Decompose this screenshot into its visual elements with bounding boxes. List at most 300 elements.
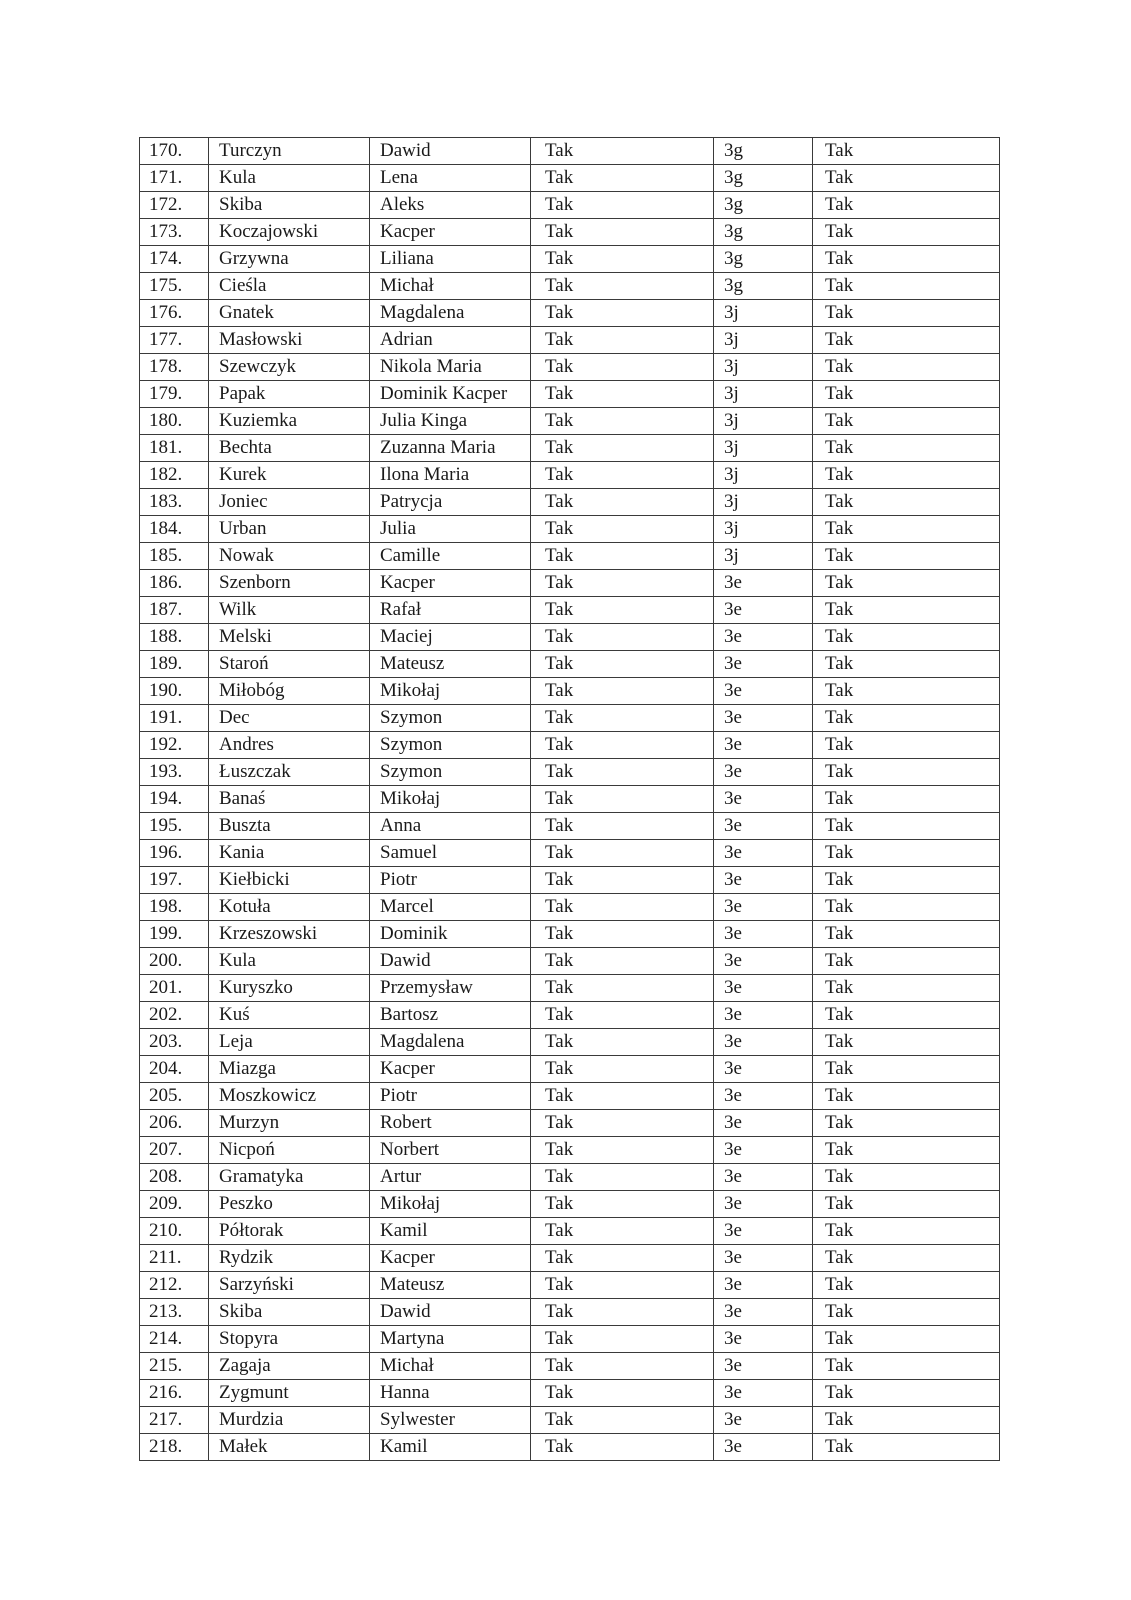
last-name-cell: Moszkowicz [209, 1083, 370, 1110]
table-row [140, 516, 1000, 543]
first-name-cell: Nikola Maria [370, 354, 531, 381]
table-row [140, 1110, 1000, 1137]
table-row [140, 1326, 1000, 1353]
first-name-cell: Kamil [370, 1434, 531, 1461]
last-name-cell: Kuś [209, 1002, 370, 1029]
first-name-cell: Dawid [370, 138, 531, 165]
first-name-cell: Anna [370, 813, 531, 840]
consent-1-cell: Tak [531, 246, 714, 273]
table-row [140, 894, 1000, 921]
table-row [140, 1380, 1000, 1407]
last-name-cell: Krzeszowski [209, 921, 370, 948]
consent-2-cell: Tak [813, 435, 1000, 462]
last-name-cell: Miazga [209, 1056, 370, 1083]
row-number-cell: 205. [140, 1083, 209, 1110]
last-name-cell: Kania [209, 840, 370, 867]
class-name-cell: 3j [714, 408, 813, 435]
consent-1-cell: Tak [531, 1353, 714, 1380]
consent-2-cell: Tak [813, 975, 1000, 1002]
consent-2-cell: Tak [813, 921, 1000, 948]
class-name-cell: 3e [714, 1272, 813, 1299]
first-name-cell: Martyna [370, 1326, 531, 1353]
consent-1-cell: Tak [531, 516, 714, 543]
consent-1-cell: Tak [531, 651, 714, 678]
consent-1-cell: Tak [531, 1272, 714, 1299]
class-name-cell: 3g [714, 219, 813, 246]
last-name-cell: Zagaja [209, 1353, 370, 1380]
consent-1-cell: Tak [531, 327, 714, 354]
consent-1-cell: Tak [531, 1083, 714, 1110]
row-number-cell: 213. [140, 1299, 209, 1326]
table-row [140, 624, 1000, 651]
consent-1-cell: Tak [531, 705, 714, 732]
consent-1-cell: Tak [531, 1110, 714, 1137]
row-number-cell: 175. [140, 273, 209, 300]
class-name-cell: 3j [714, 489, 813, 516]
row-number-cell: 187. [140, 597, 209, 624]
table-body [140, 138, 1000, 1461]
table-row [140, 705, 1000, 732]
consent-2-cell: Tak [813, 894, 1000, 921]
last-name-cell: Murdzia [209, 1407, 370, 1434]
consent-1-cell: Tak [531, 759, 714, 786]
table-row [140, 354, 1000, 381]
last-name-cell: Buszta [209, 813, 370, 840]
last-name-cell: Melski [209, 624, 370, 651]
consent-1-cell: Tak [531, 1056, 714, 1083]
table-row [140, 1353, 1000, 1380]
table-row [140, 1191, 1000, 1218]
table-row [140, 1299, 1000, 1326]
table-row [140, 273, 1000, 300]
consent-2-cell: Tak [813, 246, 1000, 273]
table-row [140, 1083, 1000, 1110]
last-name-cell: Staroń [209, 651, 370, 678]
class-name-cell: 3j [714, 543, 813, 570]
first-name-cell: Lena [370, 165, 531, 192]
table-row [140, 381, 1000, 408]
class-name-cell: 3j [714, 462, 813, 489]
first-name-cell: Marcel [370, 894, 531, 921]
consent-1-cell: Tak [531, 1218, 714, 1245]
last-name-cell: Łuszczak [209, 759, 370, 786]
class-name-cell: 3g [714, 192, 813, 219]
row-number-cell: 191. [140, 705, 209, 732]
consent-2-cell: Tak [813, 516, 1000, 543]
first-name-cell: Ilona Maria [370, 462, 531, 489]
table-row [140, 570, 1000, 597]
consent-1-cell: Tak [531, 381, 714, 408]
consent-1-cell: Tak [531, 138, 714, 165]
consent-2-cell: Tak [813, 1002, 1000, 1029]
consent-2-cell: Tak [813, 1353, 1000, 1380]
class-name-cell: 3g [714, 273, 813, 300]
last-name-cell: Gramatyka [209, 1164, 370, 1191]
first-name-cell: Bartosz [370, 1002, 531, 1029]
table-row [140, 732, 1000, 759]
row-number-cell: 195. [140, 813, 209, 840]
consent-2-cell: Tak [813, 732, 1000, 759]
consent-1-cell: Tak [531, 948, 714, 975]
row-number-cell: 200. [140, 948, 209, 975]
consent-1-cell: Tak [531, 1434, 714, 1461]
last-name-cell: Małek [209, 1434, 370, 1461]
last-name-cell: Zygmunt [209, 1380, 370, 1407]
consent-2-cell: Tak [813, 705, 1000, 732]
last-name-cell: Skiba [209, 1299, 370, 1326]
consent-1-cell: Tak [531, 1191, 714, 1218]
table-row [140, 1164, 1000, 1191]
row-number-cell: 174. [140, 246, 209, 273]
class-name-cell: 3e [714, 975, 813, 1002]
first-name-cell: Sylwester [370, 1407, 531, 1434]
consent-2-cell: Tak [813, 273, 1000, 300]
first-name-cell: Kacper [370, 219, 531, 246]
table-row [140, 867, 1000, 894]
class-name-cell: 3e [714, 1353, 813, 1380]
first-name-cell: Magdalena [370, 300, 531, 327]
class-name-cell: 3e [714, 1326, 813, 1353]
consent-1-cell: Tak [531, 1407, 714, 1434]
consent-2-cell: Tak [813, 840, 1000, 867]
class-name-cell: 3j [714, 381, 813, 408]
consent-2-cell: Tak [813, 1110, 1000, 1137]
consent-2-cell: Tak [813, 1299, 1000, 1326]
consent-1-cell: Tak [531, 813, 714, 840]
class-name-cell: 3e [714, 597, 813, 624]
last-name-cell: Dec [209, 705, 370, 732]
table-row [140, 651, 1000, 678]
consent-2-cell: Tak [813, 1137, 1000, 1164]
last-name-cell: Turczyn [209, 138, 370, 165]
table-row [140, 813, 1000, 840]
class-name-cell: 3j [714, 516, 813, 543]
consent-1-cell: Tak [531, 408, 714, 435]
row-number-cell: 179. [140, 381, 209, 408]
consent-1-cell: Tak [531, 354, 714, 381]
last-name-cell: Kiełbicki [209, 867, 370, 894]
row-number-cell: 188. [140, 624, 209, 651]
consent-2-cell: Tak [813, 354, 1000, 381]
first-name-cell: Dawid [370, 1299, 531, 1326]
last-name-cell: Kula [209, 165, 370, 192]
first-name-cell: Norbert [370, 1137, 531, 1164]
first-name-cell: Magdalena [370, 1029, 531, 1056]
class-name-cell: 3e [714, 759, 813, 786]
consent-1-cell: Tak [531, 435, 714, 462]
class-name-cell: 3e [714, 1191, 813, 1218]
consent-2-cell: Tak [813, 597, 1000, 624]
last-name-cell: Peszko [209, 1191, 370, 1218]
consent-1-cell: Tak [531, 570, 714, 597]
table-row [140, 327, 1000, 354]
table-row [140, 1434, 1000, 1461]
class-name-cell: 3e [714, 1245, 813, 1272]
first-name-cell: Julia Kinga [370, 408, 531, 435]
class-name-cell: 3g [714, 246, 813, 273]
consent-1-cell: Tak [531, 894, 714, 921]
row-number-cell: 171. [140, 165, 209, 192]
first-name-cell: Michał [370, 1353, 531, 1380]
first-name-cell: Samuel [370, 840, 531, 867]
first-name-cell: Robert [370, 1110, 531, 1137]
table-row [140, 840, 1000, 867]
consent-1-cell: Tak [531, 1164, 714, 1191]
table-row [140, 759, 1000, 786]
class-name-cell: 3e [714, 1434, 813, 1461]
consent-2-cell: Tak [813, 165, 1000, 192]
first-name-cell: Hanna [370, 1380, 531, 1407]
first-name-cell: Dawid [370, 948, 531, 975]
first-name-cell: Szymon [370, 759, 531, 786]
row-number-cell: 215. [140, 1353, 209, 1380]
table-row [140, 138, 1000, 165]
class-name-cell: 3j [714, 327, 813, 354]
table-row [140, 192, 1000, 219]
last-name-cell: Andres [209, 732, 370, 759]
consent-1-cell: Tak [531, 597, 714, 624]
last-name-cell: Wilk [209, 597, 370, 624]
consent-1-cell: Tak [531, 975, 714, 1002]
table-row [140, 408, 1000, 435]
table-row [140, 786, 1000, 813]
table-row [140, 1029, 1000, 1056]
consent-2-cell: Tak [813, 1326, 1000, 1353]
consent-1-cell: Tak [531, 1299, 714, 1326]
consent-1-cell: Tak [531, 543, 714, 570]
table-row [140, 300, 1000, 327]
table-row [140, 597, 1000, 624]
last-name-cell: Kurek [209, 462, 370, 489]
row-number-cell: 206. [140, 1110, 209, 1137]
consent-2-cell: Tak [813, 1056, 1000, 1083]
table-row [140, 1137, 1000, 1164]
last-name-cell: Koczajowski [209, 219, 370, 246]
last-name-cell: Szewczyk [209, 354, 370, 381]
first-name-cell: Mikołaj [370, 678, 531, 705]
row-number-cell: 197. [140, 867, 209, 894]
table-row [140, 219, 1000, 246]
row-number-cell: 193. [140, 759, 209, 786]
consent-2-cell: Tak [813, 1407, 1000, 1434]
consent-1-cell: Tak [531, 1137, 714, 1164]
first-name-cell: Szymon [370, 732, 531, 759]
class-name-cell: 3g [714, 138, 813, 165]
last-name-cell: Bechta [209, 435, 370, 462]
first-name-cell: Kacper [370, 1056, 531, 1083]
first-name-cell: Kacper [370, 570, 531, 597]
last-name-cell: Gnatek [209, 300, 370, 327]
consent-1-cell: Tak [531, 489, 714, 516]
row-number-cell: 217. [140, 1407, 209, 1434]
last-name-cell: Papak [209, 381, 370, 408]
consent-1-cell: Tak [531, 1002, 714, 1029]
student-list-table [139, 137, 1000, 1461]
class-name-cell: 3e [714, 1002, 813, 1029]
consent-2-cell: Tak [813, 1380, 1000, 1407]
consent-2-cell: Tak [813, 138, 1000, 165]
first-name-cell: Liliana [370, 246, 531, 273]
row-number-cell: 209. [140, 1191, 209, 1218]
row-number-cell: 189. [140, 651, 209, 678]
last-name-cell: Stopyra [209, 1326, 370, 1353]
consent-2-cell: Tak [813, 1191, 1000, 1218]
last-name-cell: Leja [209, 1029, 370, 1056]
row-number-cell: 172. [140, 192, 209, 219]
first-name-cell: Michał [370, 273, 531, 300]
last-name-cell: Urban [209, 516, 370, 543]
class-name-cell: 3e [714, 1083, 813, 1110]
last-name-cell: Cieśla [209, 273, 370, 300]
table-row [140, 246, 1000, 273]
table-row [140, 543, 1000, 570]
first-name-cell: Piotr [370, 867, 531, 894]
consent-2-cell: Tak [813, 813, 1000, 840]
last-name-cell: Grzywna [209, 246, 370, 273]
first-name-cell: Patrycja [370, 489, 531, 516]
consent-2-cell: Tak [813, 651, 1000, 678]
table-row [140, 1056, 1000, 1083]
row-number-cell: 196. [140, 840, 209, 867]
class-name-cell: 3e [714, 570, 813, 597]
last-name-cell: Kuziemka [209, 408, 370, 435]
row-number-cell: 214. [140, 1326, 209, 1353]
last-name-cell: Kuryszko [209, 975, 370, 1002]
class-name-cell: 3e [714, 813, 813, 840]
class-name-cell: 3e [714, 1380, 813, 1407]
class-name-cell: 3e [714, 867, 813, 894]
table-row [140, 462, 1000, 489]
class-name-cell: 3e [714, 1164, 813, 1191]
class-name-cell: 3e [714, 948, 813, 975]
class-name-cell: 3j [714, 354, 813, 381]
consent-2-cell: Tak [813, 489, 1000, 516]
row-number-cell: 203. [140, 1029, 209, 1056]
table-row [140, 948, 1000, 975]
table-row [140, 678, 1000, 705]
first-name-cell: Kacper [370, 1245, 531, 1272]
consent-1-cell: Tak [531, 300, 714, 327]
row-number-cell: 176. [140, 300, 209, 327]
first-name-cell: Aleks [370, 192, 531, 219]
first-name-cell: Piotr [370, 1083, 531, 1110]
row-number-cell: 199. [140, 921, 209, 948]
consent-1-cell: Tak [531, 732, 714, 759]
first-name-cell: Szymon [370, 705, 531, 732]
last-name-cell: Rydzik [209, 1245, 370, 1272]
row-number-cell: 185. [140, 543, 209, 570]
consent-2-cell: Tak [813, 219, 1000, 246]
last-name-cell: Szenborn [209, 570, 370, 597]
row-number-cell: 183. [140, 489, 209, 516]
class-name-cell: 3e [714, 624, 813, 651]
row-number-cell: 212. [140, 1272, 209, 1299]
last-name-cell: Masłowski [209, 327, 370, 354]
first-name-cell: Rafał [370, 597, 531, 624]
row-number-cell: 216. [140, 1380, 209, 1407]
class-name-cell: 3e [714, 678, 813, 705]
row-number-cell: 218. [140, 1434, 209, 1461]
consent-1-cell: Tak [531, 1245, 714, 1272]
row-number-cell: 190. [140, 678, 209, 705]
last-name-cell: Kotuła [209, 894, 370, 921]
consent-2-cell: Tak [813, 1083, 1000, 1110]
consent-1-cell: Tak [531, 165, 714, 192]
last-name-cell: Murzyn [209, 1110, 370, 1137]
row-number-cell: 186. [140, 570, 209, 597]
row-number-cell: 198. [140, 894, 209, 921]
last-name-cell: Skiba [209, 192, 370, 219]
row-number-cell: 182. [140, 462, 209, 489]
consent-1-cell: Tak [531, 1029, 714, 1056]
row-number-cell: 177. [140, 327, 209, 354]
consent-1-cell: Tak [531, 192, 714, 219]
table-row [140, 1407, 1000, 1434]
first-name-cell: Julia [370, 516, 531, 543]
consent-1-cell: Tak [531, 462, 714, 489]
consent-2-cell: Tak [813, 1434, 1000, 1461]
table-row [140, 165, 1000, 192]
table-row [140, 1002, 1000, 1029]
row-number-cell: 211. [140, 1245, 209, 1272]
row-number-cell: 178. [140, 354, 209, 381]
class-name-cell: 3e [714, 1218, 813, 1245]
consent-1-cell: Tak [531, 624, 714, 651]
consent-2-cell: Tak [813, 759, 1000, 786]
row-number-cell: 210. [140, 1218, 209, 1245]
consent-2-cell: Tak [813, 624, 1000, 651]
consent-2-cell: Tak [813, 300, 1000, 327]
first-name-cell: Artur [370, 1164, 531, 1191]
consent-2-cell: Tak [813, 408, 1000, 435]
row-number-cell: 201. [140, 975, 209, 1002]
consent-1-cell: Tak [531, 1380, 714, 1407]
last-name-cell: Sarzyński [209, 1272, 370, 1299]
last-name-cell: Nowak [209, 543, 370, 570]
consent-2-cell: Tak [813, 462, 1000, 489]
class-name-cell: 3e [714, 786, 813, 813]
consent-2-cell: Tak [813, 327, 1000, 354]
class-name-cell: 3e [714, 651, 813, 678]
consent-2-cell: Tak [813, 192, 1000, 219]
consent-2-cell: Tak [813, 1218, 1000, 1245]
first-name-cell: Zuzanna Maria [370, 435, 531, 462]
consent-2-cell: Tak [813, 1245, 1000, 1272]
class-name-cell: 3e [714, 1110, 813, 1137]
row-number-cell: 208. [140, 1164, 209, 1191]
consent-2-cell: Tak [813, 786, 1000, 813]
row-number-cell: 204. [140, 1056, 209, 1083]
consent-1-cell: Tak [531, 273, 714, 300]
consent-1-cell: Tak [531, 678, 714, 705]
consent-2-cell: Tak [813, 1272, 1000, 1299]
class-name-cell: 3e [714, 1407, 813, 1434]
first-name-cell: Maciej [370, 624, 531, 651]
row-number-cell: 180. [140, 408, 209, 435]
last-name-cell: Joniec [209, 489, 370, 516]
row-number-cell: 194. [140, 786, 209, 813]
class-name-cell: 3e [714, 1299, 813, 1326]
class-name-cell: 3e [714, 840, 813, 867]
last-name-cell: Półtorak [209, 1218, 370, 1245]
consent-2-cell: Tak [813, 381, 1000, 408]
last-name-cell: Miłobóg [209, 678, 370, 705]
class-name-cell: 3j [714, 300, 813, 327]
last-name-cell: Banaś [209, 786, 370, 813]
class-name-cell: 3e [714, 894, 813, 921]
row-number-cell: 181. [140, 435, 209, 462]
row-number-cell: 192. [140, 732, 209, 759]
